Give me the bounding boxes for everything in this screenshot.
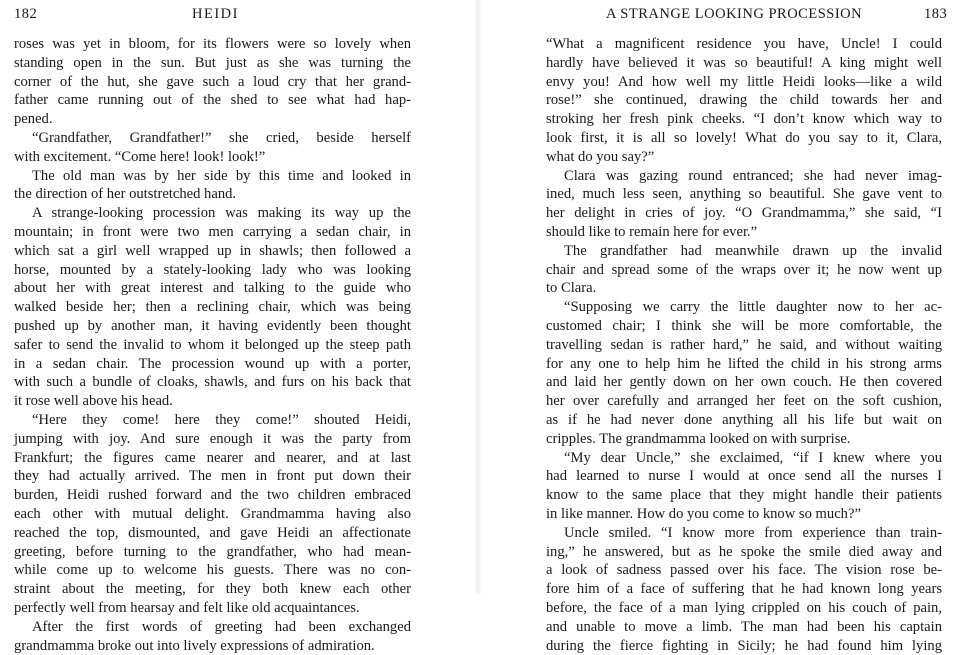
text-line: “Here they come! here they come!” shouted Heidi,: [14, 411, 411, 430]
text-line: know to the same place that they might handle their patients: [546, 486, 942, 505]
text-line: burden, Heidi rushed forward and the two children embraced: [14, 486, 411, 505]
text-line: grandmamma broke out into lively expressions of admiration.: [14, 637, 411, 655]
text-line: chair and spread some of the wraps over it; he now went up: [546, 261, 942, 280]
text-line: which sat a girl well wrapped up in shawls; then followed a: [14, 242, 411, 261]
text-line: the direction of her outstretched hand.: [14, 185, 411, 204]
text-line: stroking her fresh pink cheeks. “I don’t know which way to: [546, 110, 942, 129]
text-line: to Clara.: [546, 279, 942, 298]
text-line: during the fierce fighting in Sicily; he had found him lying: [546, 637, 942, 655]
text-line: each other with mutual delight. Grandmamma having also: [14, 505, 411, 524]
text-line: her delight in cries of joy. “O Grandmamma,” she said, “I: [546, 204, 942, 223]
text-line: rose!” she continued, drawing the child towards her and: [546, 91, 942, 110]
text-line: what do you say?”: [546, 148, 942, 167]
text-line: mountain; in front were two men carrying a sedan chair, in: [14, 223, 411, 242]
text-line: perfectly well from hearsay and felt like old acquaintances.: [14, 599, 411, 618]
text-line: envy you! And how well my little Heidi looks—like a wild: [546, 73, 942, 92]
text-line: customed chair; I think she will be more comfortable, the: [546, 317, 942, 336]
right-page-body: [546, 35, 942, 655]
left-page: [0, 0, 478, 594]
text-line: pened.: [14, 110, 411, 129]
text-line: while come up to welcome his guests. There was no con-: [14, 561, 411, 580]
text-line: The grandfather had meanwhile drawn up the invalid: [546, 242, 942, 261]
text-line: and laid her gently down on her own couch. He then covered: [546, 373, 942, 392]
text-line: fore him of a face of suffering that he had known long years: [546, 580, 942, 599]
text-line: as if he had never done anything all his life but wait on: [546, 411, 942, 430]
text-line: After the first words of greeting had been exchanged: [14, 618, 411, 637]
right-page: [478, 0, 956, 594]
text-line: horse, mounted by a stately-looking lady who was looking: [14, 261, 411, 280]
text-line: roses was yet in bloom, for its flowers were so lovely when: [14, 35, 411, 54]
text-line: ing,” he answered, but as he spoke the smile died away and: [546, 543, 942, 562]
text-line: hardly have believed it was so beautiful! A king might well: [546, 54, 942, 73]
text-line: “Supposing we carry the little daughter now to her ac-: [546, 298, 942, 317]
text-line: look first, it is all so lovely! What do you say to it, Clara,: [546, 129, 942, 148]
text-line: father came running out of the shed to see what had hap-: [14, 91, 411, 110]
text-line: and unable to move a limb. The man had been his captain: [546, 618, 942, 637]
text-line: walked beside her; then a reclining chair, which was being: [14, 298, 411, 317]
text-line: it rose well above his head.: [14, 392, 411, 411]
text-line: A strange-looking procession was making its way up the: [14, 204, 411, 223]
text-line: before, the face of a man lying crippled on his couch of pain,: [546, 599, 942, 618]
text-line: her over carefully and arranged her feet on the soft cushion,: [546, 392, 942, 411]
text-line: “My dear Uncle,” she exclaimed, “if I knew where you: [546, 449, 942, 468]
left-running-title: HEIDI: [192, 6, 239, 23]
left-page-body: [14, 35, 411, 655]
text-line: had learned to nurse I would at once send all the nurses I: [546, 467, 942, 486]
text-line: “Grandfather, Grandfather!” she cried, beside herself: [14, 129, 411, 148]
text-line: ined, much less seen, anything so beautiful. She gave vent to: [546, 185, 942, 204]
right-running-title: A STRANGE LOOKING PROCESSION: [606, 6, 862, 23]
text-line: in a sedan chair. The procession wound up with a porter,: [14, 355, 411, 374]
text-line: greeting, before turning to the grandfather, who had mean-: [14, 543, 411, 562]
text-line: “What a magnificent residence you have, Uncle! I could: [546, 35, 942, 54]
right-page-number: 183: [924, 6, 947, 23]
text-line: safer to send the invalid to whom it belonged up the steep path: [14, 336, 411, 355]
text-line: in like manner. How do you come to know so much?”: [546, 505, 942, 524]
text-line: cripples. The grandmamma looked on with surprise.: [546, 430, 942, 449]
text-line: with excitement. “Come here! look! look!”: [14, 148, 411, 167]
text-line: travelling sedan is rather hard,” he said, and without waiting: [546, 336, 942, 355]
text-line: Frankfurt; the figures came nearer and nearer, and at last: [14, 449, 411, 468]
text-line: a look of sadness passed over his face. The vision rose be-: [546, 561, 942, 580]
text-line: Clara was gazing round entranced; she had never imag-: [546, 167, 942, 186]
text-line: standing open in the sun. But just as she was turning the: [14, 54, 411, 73]
text-line: reached the top, dismounted, and gave Heidi an affectionate: [14, 524, 411, 543]
right-page-header: [478, 6, 956, 26]
text-line: straint about the meeting, for they both knew each other: [14, 580, 411, 599]
text-line: The old man was by her side by this time and looked in: [14, 167, 411, 186]
text-line: pushed up by another man, it having evidently been thought: [14, 317, 411, 336]
left-page-header: [14, 6, 414, 26]
text-line: should like to remain here for ever.”: [546, 223, 942, 242]
text-line: with such a bundle of cloaks, shawls, and furs on his back that: [14, 373, 411, 392]
text-line: jumping with joy. And sure enough it was the party from: [14, 430, 411, 449]
text-line: for any one to help him he lifted the child in his strong arms: [546, 355, 942, 374]
text-line: about her with great interest and talking to the guide who: [14, 279, 411, 298]
left-page-number: 182: [14, 6, 37, 23]
text-line: Uncle smiled. “I know more from experience than train-: [546, 524, 942, 543]
text-line: they had actually arrived. The men in front put down their: [14, 467, 411, 486]
text-line: corner of the hut, she gave such a loud cry that her grand-: [14, 73, 411, 92]
